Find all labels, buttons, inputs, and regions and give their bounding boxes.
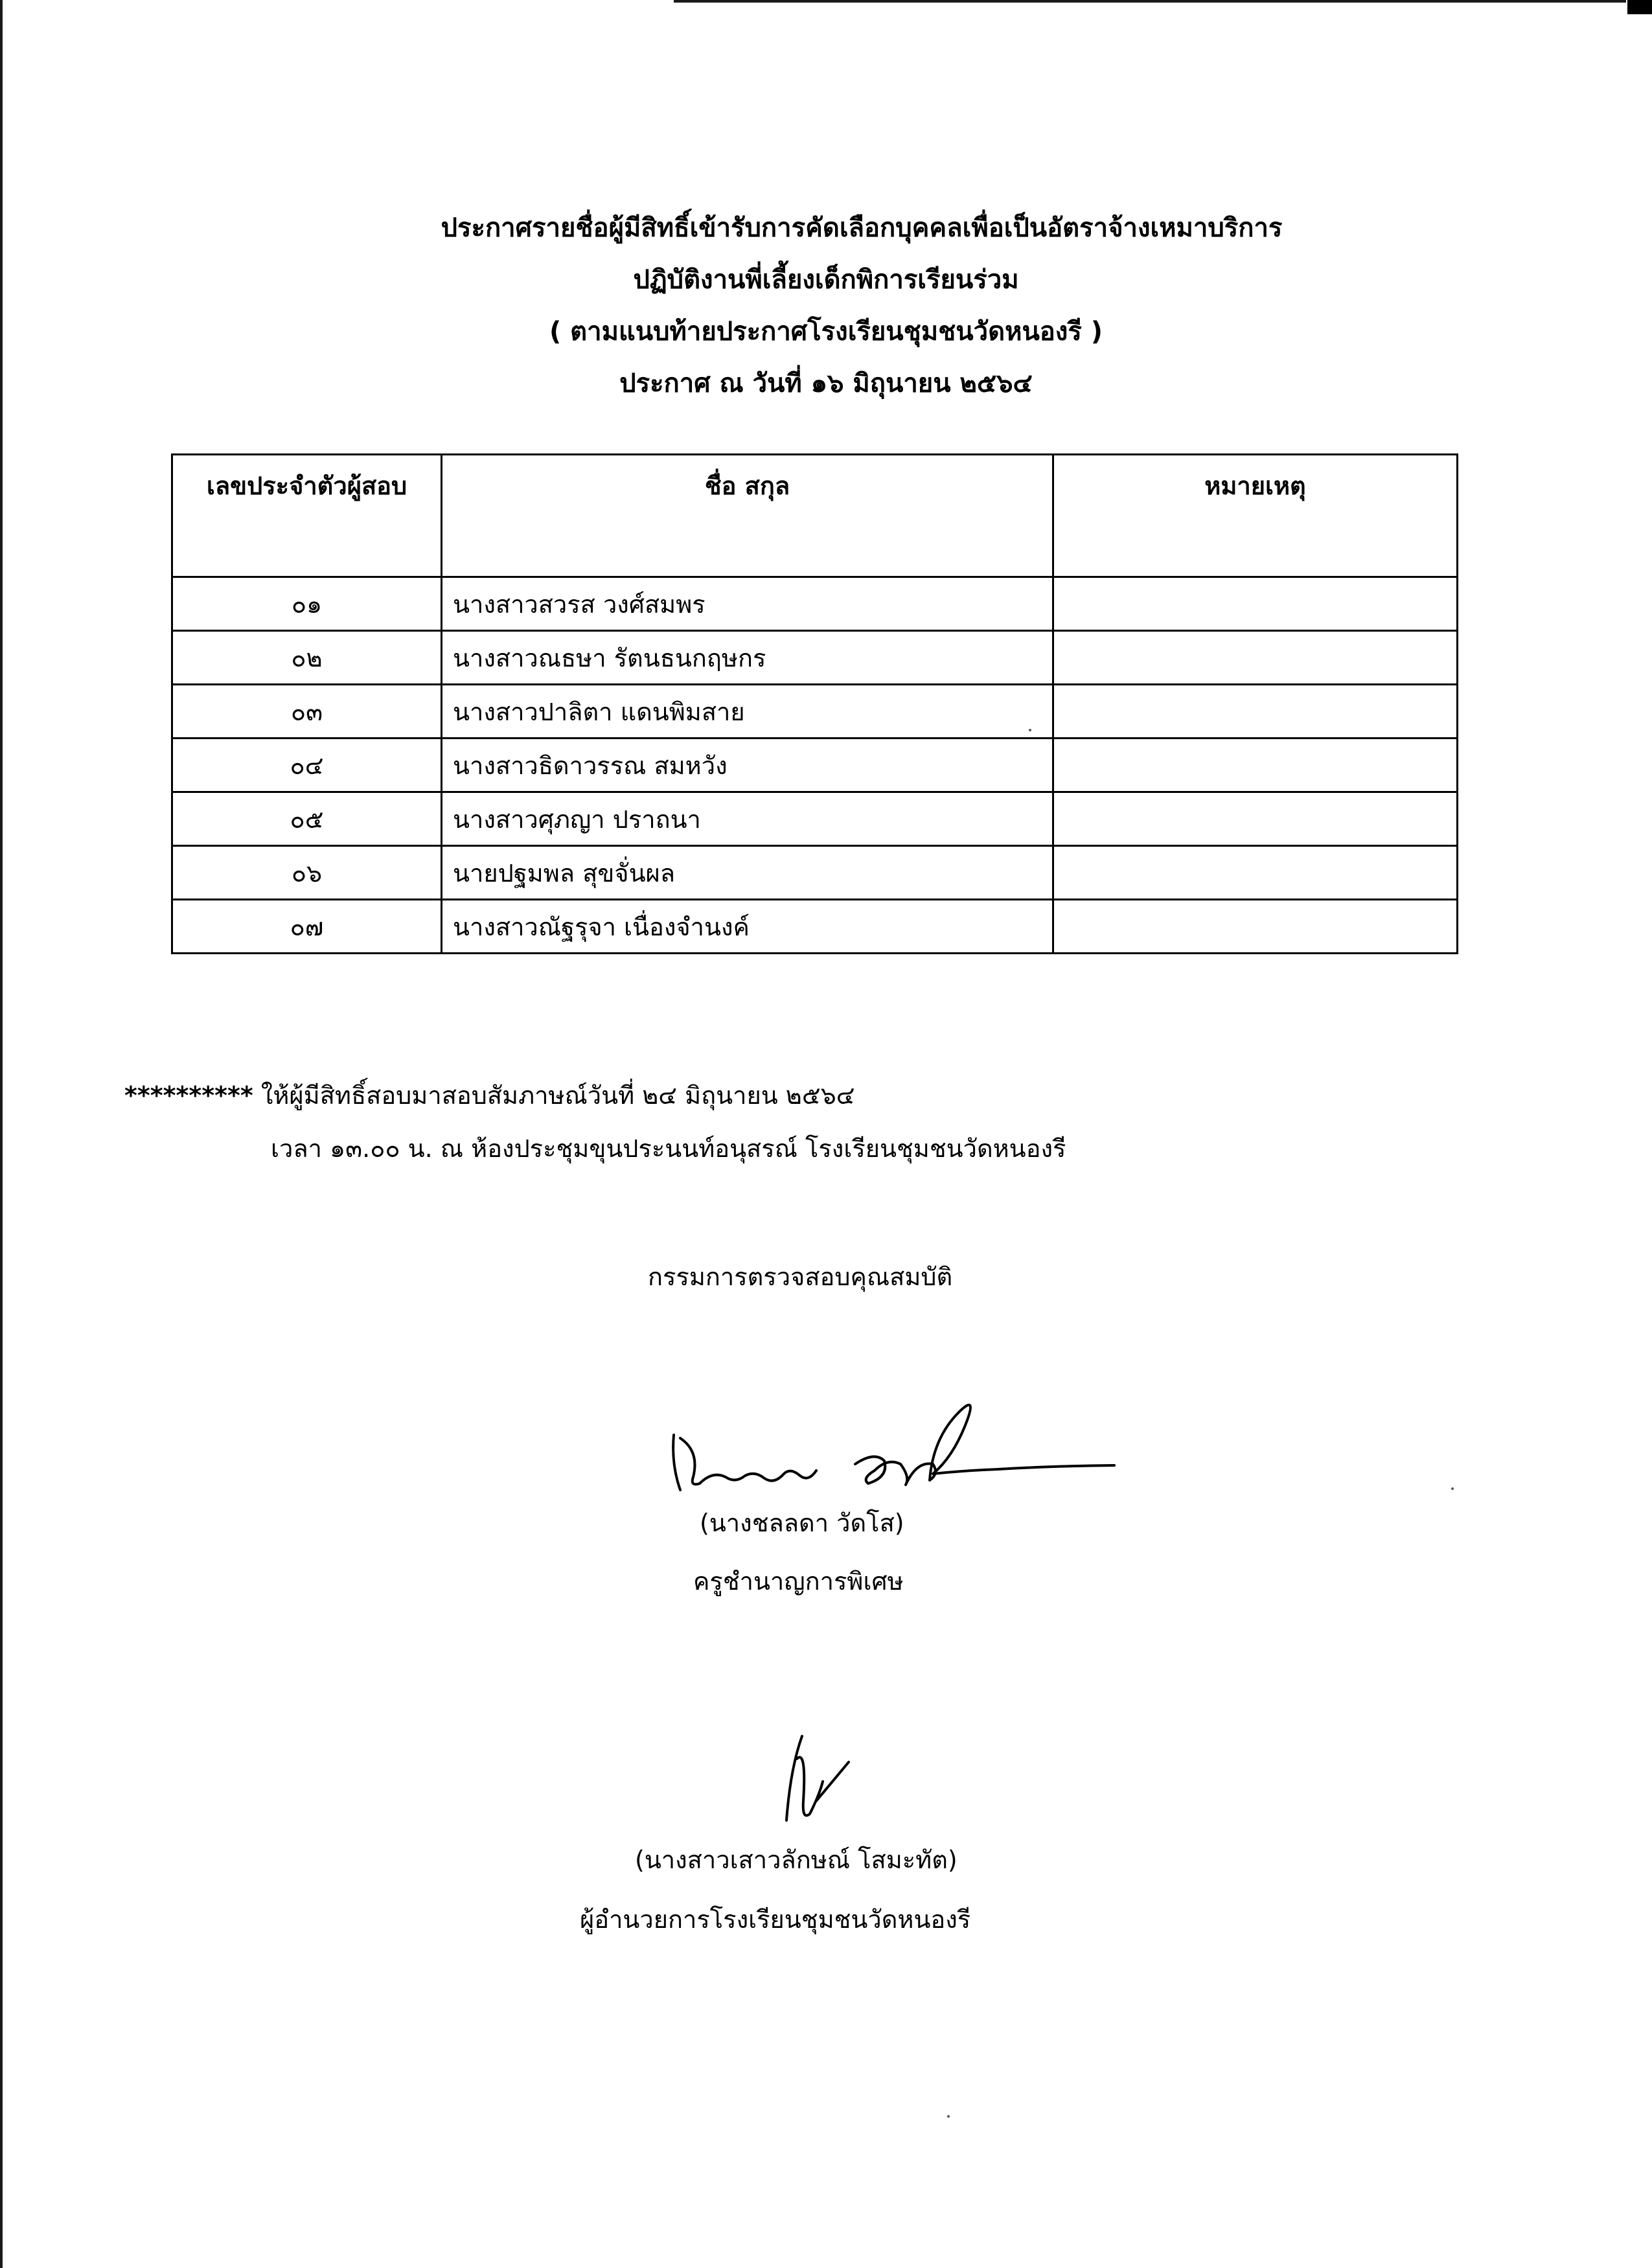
announcement-subtitle: ปฏิบัติงานพี่เลี้ยงเด็กพิการเรียนร่วม xyxy=(633,265,1019,295)
signer-1-name: (นางชลลดา วัดโส) xyxy=(700,1509,904,1537)
exam-id-cell: ๐๒ xyxy=(172,631,442,685)
interview-date-text: ให้ผู้มีสิทธิ์สอบมาสอบสัมภาษณ์วันที่ ๒๔ มิถุนายน ๒๕๖๔ xyxy=(253,1081,855,1110)
table-row xyxy=(172,631,1458,685)
candidate-name-cell: นางสาวสวรส วงศ์สมพร xyxy=(442,577,1053,631)
candidate-name-cell: นางสาวธิดาวรรณ สมหวัง xyxy=(442,739,1053,792)
exam-id-cell: ๐๑ xyxy=(172,577,442,631)
column-header-exam-id: เลขประจำตัวผู้สอบ xyxy=(172,455,442,577)
exam-id-cell: ๐๗ xyxy=(172,900,442,954)
column-header-name: ชื่อ สกุล xyxy=(442,455,1053,577)
table-row xyxy=(172,900,1458,954)
interview-venue-text: เวลา ๑๓.๐๐ น. ณ ห้องประชุมขุนประนนท์อนุสรณ์ โรงเรียนชุมชนวัดหนองรี xyxy=(271,1134,1066,1163)
table-row xyxy=(172,577,1458,631)
scan-speck xyxy=(1029,729,1031,731)
candidate-name-cell: นายปฐมพล สุขจั่นผล xyxy=(442,846,1053,900)
candidate-name-cell: นางสาวปาลิตา แดนพิมสาย xyxy=(442,685,1053,739)
remark-cell xyxy=(1053,792,1458,846)
table-header-row xyxy=(172,455,1458,577)
exam-id-cell: ๐๖ xyxy=(172,846,442,900)
scan-edge-top xyxy=(674,0,1626,3)
signer-1-position: ครูชำนาญการพิเศษ xyxy=(693,1567,904,1596)
table-row xyxy=(172,792,1458,846)
scan-speck xyxy=(1451,1487,1454,1490)
remark-cell xyxy=(1053,900,1458,954)
exam-id-cell: ๐๓ xyxy=(172,685,442,739)
scan-speck xyxy=(947,2115,950,2118)
remark-cell xyxy=(1053,739,1458,792)
table-row xyxy=(172,685,1458,739)
remark-cell xyxy=(1053,846,1458,900)
remark-cell xyxy=(1053,685,1458,739)
interview-notice xyxy=(124,1069,1066,1175)
announcement-attachment-note: ( ตามแนบท้ายประกาศโรงเรียนชุมชนวัดหนองรี ) xyxy=(549,317,1103,347)
announcement-date: ประกาศ ณ วันที่ ๑๖ มิถุนายน ๒๕๖๔ xyxy=(619,369,1033,398)
candidate-name-cell: นางสาวณธษา รัตนธนกฤษกร xyxy=(442,631,1053,685)
candidate-name-cell: นางสาวศุภญา ปราถนา xyxy=(442,792,1053,846)
signature-1 xyxy=(661,1373,1127,1516)
signer-2-position: ผู้อำนวยการโรงเรียนชุมชนวัดหนองรี xyxy=(580,1905,971,1934)
exam-id-cell: ๐๕ xyxy=(172,792,442,846)
table-row xyxy=(172,739,1458,792)
announcement-header xyxy=(0,202,1652,409)
candidate-name-cell: นางสาวณัฐรุจา เนื่องจำนงค์ xyxy=(442,900,1053,954)
remark-cell xyxy=(1053,577,1458,631)
signer-2-name: (นางสาวเสาวลักษณ์ โสมะทัต) xyxy=(635,1846,958,1874)
signature-2 xyxy=(771,1723,855,1833)
exam-id-cell: ๐๔ xyxy=(172,739,442,792)
column-header-remark: หมายเหตุ xyxy=(1053,455,1458,577)
committee-label: กรรมการตรวจสอบคุณสมบัติ xyxy=(648,1263,953,1291)
table-row xyxy=(172,846,1458,900)
interview-notice-line1 xyxy=(124,1069,1066,1122)
remark-cell xyxy=(1053,631,1458,685)
scan-corner-mark xyxy=(1627,0,1652,14)
candidate-table xyxy=(171,453,1458,954)
notice-asterisks: ********** xyxy=(124,1081,253,1110)
announcement-title: ประกาศรายชื่อผู้มีสิทธิ์เข้ารับการคัดเลือกบุคคลเพื่อเป็นอัตราจ้างเหมาบริการ xyxy=(441,213,1283,243)
